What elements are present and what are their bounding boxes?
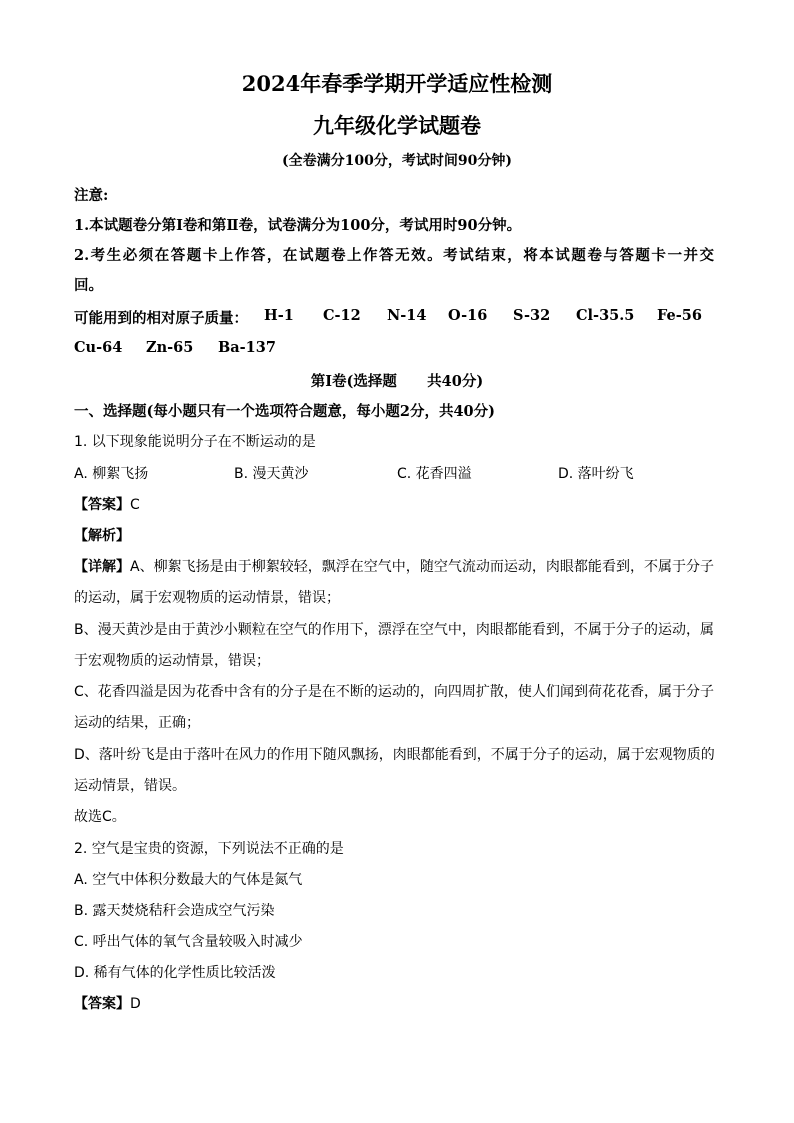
- q1-detail-line: 于宏观物质的运动情景，错误；: [74, 653, 270, 669]
- exam-title: 2024年春季学期开学适应性检测: [241, 71, 553, 96]
- q1-option-c: C. 花香四溢: [397, 466, 472, 482]
- atomic-mass-label: 可能用到的相对原子质量：: [74, 310, 248, 327]
- detail-text: A、柳絮飞扬是由于柳絮较轻，飘浮在空气中，随空气流动而运动，肉眼都能看到，不属于分子: [130, 559, 715, 575]
- answer-value: D: [130, 996, 141, 1012]
- atomic-mass-item: Zn-65: [146, 339, 194, 356]
- notice-item-2-cont: 回。: [74, 277, 103, 294]
- notice-item-2: 2.考生必须在答题卡上作答，在试题卷上作答无效。考试结束，将本试题卷与答题卡一并交: [74, 247, 714, 264]
- atomic-mass-item: O-16: [448, 307, 488, 324]
- q1-detail-line: B、漫天黄沙是由于黄沙小颗粒在空气的作用下，漂浮在空气中，肉眼都能看到，不属于分子的运动，属: [74, 622, 714, 638]
- section-heading: 第Ⅰ卷(选择题 共40分): [310, 373, 484, 390]
- atomic-mass-item: S-32: [513, 307, 551, 324]
- atomic-mass-item: Cl-35.5: [576, 307, 635, 324]
- q1-stem: 1. 以下现象能说明分子在不断运动的是: [74, 434, 316, 450]
- q2-answer: [74, 993, 141, 1013]
- q1-answer: [74, 494, 140, 514]
- q1-option-b: B. 漫天黄沙: [234, 466, 309, 482]
- q1-detail-line: C、花香四溢是因为花香中含有的分子是在不断的运动的，向四周扩散，使人们闻到荷花花香，属于分子: [74, 684, 714, 700]
- answer-tag: 【答案】: [74, 996, 130, 1012]
- atomic-mass-item: Cu-64: [74, 339, 123, 356]
- notice-label: 注意:: [74, 187, 109, 204]
- q1-detail-line: 运动情景，错误。: [74, 778, 186, 794]
- answer-tag: 【答案】: [74, 497, 130, 513]
- q1-options: [74, 463, 714, 483]
- part-title: 一、选择题(每小题只有一个选项符合题意，每小题2分，共40分): [74, 403, 495, 420]
- atomic-mass-item: N-14: [387, 307, 427, 324]
- paper-subtitle: (全卷满分100分，考试时间90分钟): [282, 153, 512, 169]
- q2-stem: 2. 空气是宝贵的资源，下列说法不正确的是: [74, 841, 344, 857]
- notice-item-1: 1.本试题卷分第Ⅰ卷和第Ⅱ卷，试卷满分为100分，考试用时90分钟。: [74, 217, 522, 234]
- atomic-mass-item: Ba-137: [218, 339, 276, 356]
- q1-detail-line: D、落叶纷飞是由于落叶在风力的作用下随风飘扬，肉眼都能看到，不属于分子的运动，属于宏观物质的: [74, 747, 715, 763]
- q2-option-a: A. 空气中体积分数最大的气体是氮气: [74, 872, 303, 888]
- q1-analysis-label: [74, 525, 130, 545]
- q2-option-c: C. 呼出气体的氧气含量较吸入时减少: [74, 934, 303, 950]
- q1-option-d: D. 落叶纷飞: [558, 466, 634, 482]
- answer-value: C: [130, 497, 140, 513]
- q1-detail-line: 的运动，属于宏观物质的运动情景，错误；: [74, 590, 340, 606]
- atomic-mass-item: Fe-56: [657, 307, 702, 324]
- atomic-mass-row-1: [74, 307, 734, 327]
- atomic-mass-item: C-12: [323, 307, 361, 324]
- q2-option-b: B. 露天焚烧秸秆会造成空气污染: [74, 903, 275, 919]
- q2-option-d: D. 稀有气体的化学性质比较活泼: [74, 965, 276, 981]
- analysis-tag: 【解析】: [74, 528, 130, 544]
- detail-tag: 【详解】: [74, 559, 131, 575]
- q1-detail-line: 运动的结果，正确；: [74, 715, 200, 731]
- q1-option-a: A. 柳絮飞扬: [74, 466, 149, 482]
- q1-conclusion: 故选C。: [74, 809, 126, 825]
- atomic-mass-row-2: [74, 339, 734, 359]
- paper-title: 九年级化学试题卷: [313, 113, 481, 138]
- atomic-mass-item: H-1: [264, 307, 294, 324]
- q1-detail-line: [74, 556, 714, 576]
